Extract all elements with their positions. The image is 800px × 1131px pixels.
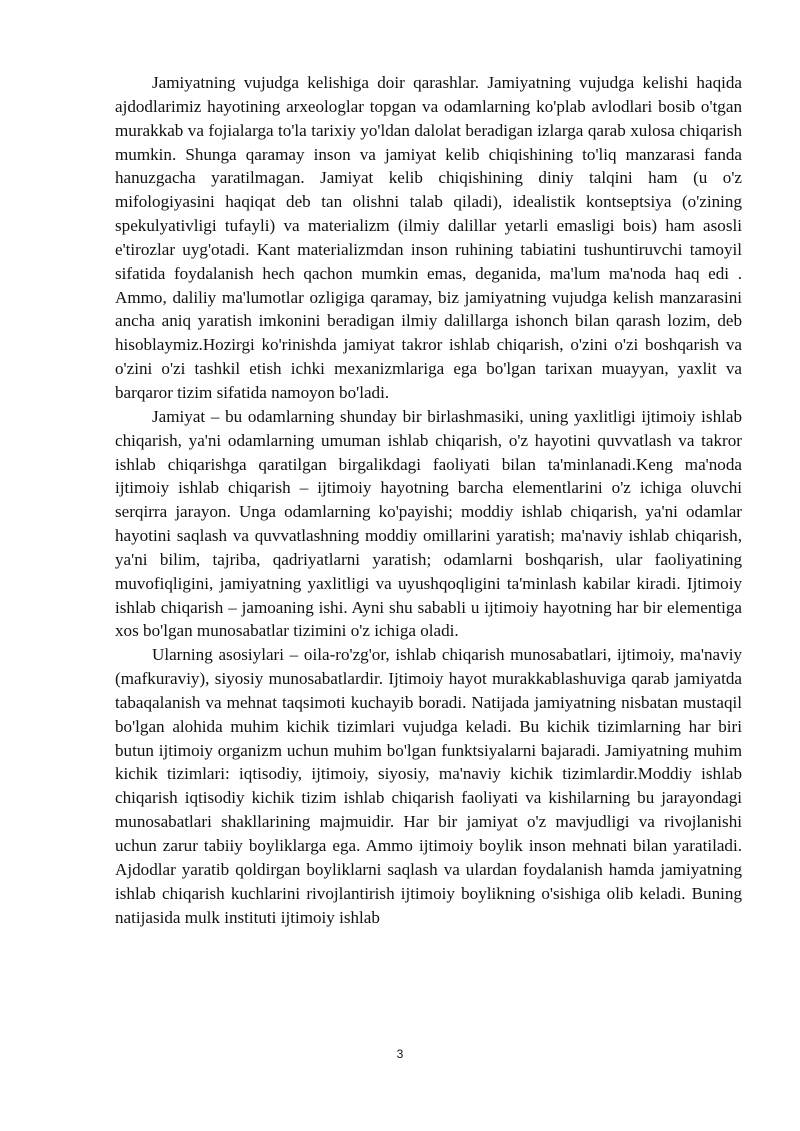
page-number: 3	[396, 1047, 404, 1061]
paragraph-society-definition: Jamiyat – bu odamlarning shunday bir birlashmasiki, uning yaxlitligi ijtimoiy ishlab chiqarish, ya'ni odamlarning umuman ishlab chiqarish, o'z hayotini quvvatlash va takror ishlab chiqarishga qaratilgan birgalikdagi faoliyati bilan ta'minlanadi.Keng ma'noda ijtimoiy ishlab chiqarish – ijtimoiy hayotning barcha elementlarini o'z ichiga oluvchi serqirra jarayon. Unga odamlarning ko'payishi; moddiy ishlab chiqarish, ya'ni odamlar hayotini saqlash va quvvatlashning moddiy omillarini yaratish; ma'naviy ishlab chiqarish, ya'ni bilim, tajriba, qadriyatlarni yaratish; odamlarni boshqarish, ular faoliyatining muvofiqligini, jamiyatning yaxlitligi va uyushqoqligini ta'minlash kabilar kiradi. Ijtimoiy ishlab chiqarish – jamoaning ishi. Ayni shu sababli u ijtimoiy hayotning har bir elementiga xos bo'lgan munosabatlar tizimini o'z ichiga oladi.	[115, 406, 742, 641]
paragraph-social-subsystems: Ularning asosiylari – oila-ro'zg'or, ishlab chiqarish munosabatlari, ijtimoiy, ma'naviy (mafkuraviy), siyosiy munosabatlardir. Ijtimoiy hayot murakkablashuviga qarab jamiyatda tabaqalanish va mehnat taqsimoti kuchayib boradi. Natijada jamiyatning nisbatan mustaqil bo'lgan alohida muhim kichik tizimlari vujudga keladi. Bu kichik tizimlarning har biri butun ijtimoiy organizm uchun muhim bo'lgan funktsiyalarni bajaradi. Jamiyatning muhim kichik tizimlari: iqtisodiy, ijtimoiy, siyosiy, ma'naviy kichik tizimlardir.Moddiy ishlab chiqarish iqtisodiy kichik tizim ishlab chiqarish faoliyati va kishilarning bu jarayondagi munosabatlari shakllarining majmuidir. Har bir jamiyat o'z mavjudligi va rivojlanishi uchun zarur tabiiy boyliklarga ega. Ammo ijtimoiy boylik inson mehnati bilan yaratiladi. Ajdodlar yaratib qoldirgan boyliklarni saqlash va ulardan foydalanish hamda jamiyatning ishlab chiqarish kuchlarini rivojlantirish ijtimoiy boylikning o'sishiga olib keladi. Buning natijasida mulk instituti ijtimoiy ishlab	[115, 645, 742, 927]
paragraph-origins-of-society: Jamiyatning vujudga kelishiga doir qarashlar. Jamiyatning vujudga kelishi haqida ajdodlarimiz hayotining arxeologlar topgan va odamlarning ko'plab avlodlari bosib o'tgan murakkab va fojialarga to'la tarixiy yo'ldan dalolat beradigan izlarga qarab xulosa chiqarish mumkin. Shunga qaramay inson va jamiyat kelib chiqishining to'liq manzarasi fanda hanuzgacha yaratilmagan. Jamiyat kelib chiqishining diniy talqini ham (u o'z mifologiyasini haqiqat deb tan olishni talab qiladi), idealistik kontseptsiya (o'zining spekulyativligi tufayli) va materializm (ilmiy dalillar yetarli emasligi bois) ham asosli e'tirozlar uyg'otadi. Kant materializmdan inson ruhining tabiatini tushuntiruvchi tamoyil sifatida foydalanish hech qachon mumkin emas, deganida, ma'lum ma'noda haq edi . Ammo, daliliy ma'lumotlar ozligiga qaramay, biz jamiyatning vujudga kelish manzarasini ancha aniq yaratish imkonini beradigan ilmiy dalillarga ishonch bilan qarash lozim, deb hisoblaymiz.Hozirgi ko'rinishda jamiyat takror ishlab chiqarish, o'zini o'zi boshqarish va o'zini o'zi tashkil etish ichki mexanizmlariga ega bo'lgan tarixan muayyan, yaxlit va barqaror tizim sifatida namoyon bo'ladi.	[115, 73, 742, 402]
body-text	[115, 71, 742, 929]
